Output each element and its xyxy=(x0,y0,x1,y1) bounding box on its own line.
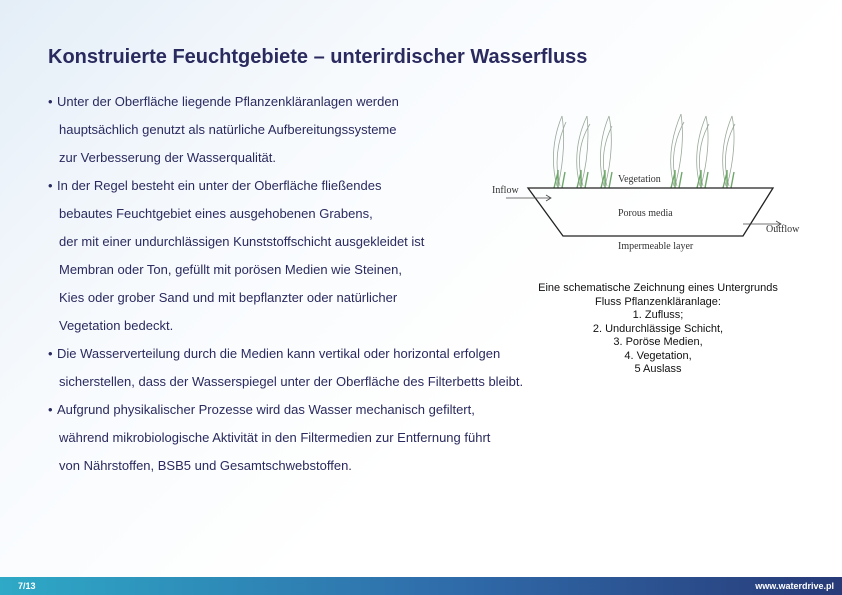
label-impermeable-layer: Impermeable layer xyxy=(618,241,694,252)
bullet-item xyxy=(48,88,523,172)
bullet-text: In der Regel besteht ein unter der Oberfläche fließendes xyxy=(57,178,382,193)
bullet-line: von Nährstoffen, BSB5 und Gesamtschwebstoffen. xyxy=(59,458,352,473)
bullet-line: der mit einer undurchlässigen Kunststoffschicht ausgekleidet ist xyxy=(59,234,425,249)
diagram-caption xyxy=(508,282,808,377)
caption-line: 1. Zufluss; xyxy=(632,309,684,321)
bullet-text: Unter der Oberfläche liegende Pflanzenkläranlagen werden xyxy=(57,94,399,109)
bullet-line: während mikrobiologische Aktivität in den Filtermedien zur Entfernung führt xyxy=(59,430,491,445)
bullet-line: sicherstellen, dass der Wasserspiegel unter der Oberfläche des Filterbetts bleibt. xyxy=(59,374,524,389)
page-number: 7/13 xyxy=(18,581,36,591)
footer-bar xyxy=(0,577,842,595)
plant-group-right xyxy=(671,114,735,186)
caption-line: Eine schematische Zeichnung eines Untergrunds xyxy=(538,282,778,294)
plant-group-left xyxy=(553,116,612,186)
slide-title: Konstruierte Feuchtgebiete – unterirdischer Wasserfluss xyxy=(48,46,588,68)
label-outflow: Outflow xyxy=(766,224,800,235)
bullet-line: zur Verbesserung der Wasserqualität. xyxy=(59,150,277,165)
caption-line: 2. Undurchlässige Schicht, xyxy=(592,322,724,335)
bullet-dot: • xyxy=(48,346,53,361)
bullet-line: hauptsächlich genutzt als natürliche Aufbereitungssysteme xyxy=(59,122,397,137)
bullet-text: Aufgrund physikalischer Prozesse wird das Wasser mechanisch gefiltert, xyxy=(57,402,475,417)
bullet-line: bebautes Feuchtgebiet eines ausgehobenen Grabens, xyxy=(59,206,373,221)
bullet-line xyxy=(48,340,523,368)
bullet-item xyxy=(48,172,523,340)
caption-line: 3. Poröse Medien, xyxy=(613,336,703,348)
bullet-dot: • xyxy=(48,402,53,417)
bullet-item xyxy=(48,396,523,480)
bullet-dot: • xyxy=(48,94,53,109)
bullet-line xyxy=(48,88,523,116)
website-link[interactable]: www.waterdrive.pl xyxy=(755,581,834,591)
bullet-line xyxy=(48,396,523,424)
caption-line: 4. Vegetation, xyxy=(624,349,692,362)
label-vegetation: Vegetation xyxy=(618,174,661,185)
bullet-dot: • xyxy=(48,178,53,193)
bullet-list xyxy=(48,88,523,480)
wetland-schematic xyxy=(488,110,808,260)
label-porous-media: Porous media xyxy=(618,208,673,219)
bullet-text: Die Wasserverteilung durch die Medien kann vertikal oder horizontal erfolgen xyxy=(57,346,501,361)
bullet-line: Membran oder Ton, gefüllt mit porösen Medien wie Steinen, xyxy=(59,262,403,277)
bullet-line: Vegetation bedeckt. xyxy=(59,318,174,333)
label-inflow: Inflow xyxy=(492,185,519,196)
bullet-line: Kies oder grober Sand und mit bepflanzter oder natürlicher xyxy=(59,290,398,305)
bullet-line xyxy=(48,172,523,200)
caption-line: 5 Auslass xyxy=(634,363,682,375)
bullet-item xyxy=(48,340,523,396)
caption-line: Fluss Pflanzenkläranlage: xyxy=(595,295,721,308)
